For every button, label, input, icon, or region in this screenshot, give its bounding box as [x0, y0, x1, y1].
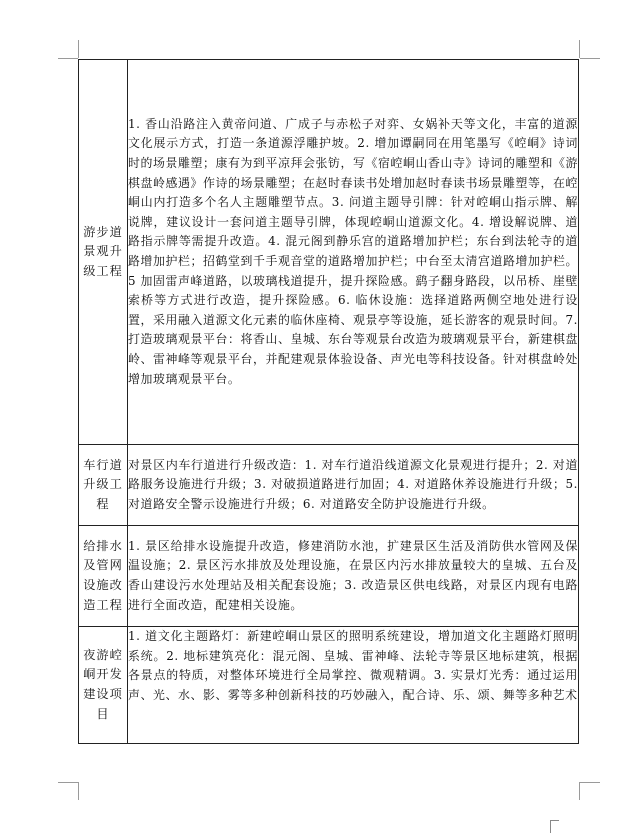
table-row	[79, 60, 579, 445]
crop-mark-bottom-left-horizontal	[58, 782, 78, 783]
page-corner-mark	[550, 820, 559, 833]
crop-mark-top-right-horizontal	[580, 58, 600, 59]
row-content: 1. 香山沿路注入黄帝问道、广成子与赤松子对弈、女娲补天等文化，丰富的道源文化展示方式，打造一条道源浮雕护坡。2. 增加谭嗣同在用笔墨写《崆峒》诗词时的场景雕塑；康有为到平凉拜会张钫，写《宿崆峒山香山寺》诗词的雕塑和《游棋盘岭感遇》作诗的场景雕塑；在赵时春读书处增加赵时春读书场景雕塑等，在崆峒山内打造多个名人主题雕塑节点。3. 问道主题导引牌：针对崆峒山指示牌、解说牌，建议设计一套问道主题导引牌，体现崆峒山道源文化。4. 增设解说牌、道路指示牌等需提升改造。4. 混元阁到静乐宫的道路增加护栏；东台到法轮寺的道路增加护栏；招鹤堂到千手观音堂的道路增加护栏；中台至太清宫道路增加护栏。5 加固雷声峰道路，以玻璃栈道提升，提升探险感。鹞子翻身路段，以吊桥、崖壁索桥等方式进行改造，提升探险感。6. 临休设施：选择道路两侧空地处进行设置，采用融入道源文化元素的临休座椅、观景亭等设施，延长游客的观景时间。7. 打造玻璃观景平台：将香山、皇城、东台等观景台改造为玻璃观景平台，新建棋盘岭、雷神峰等观景平台，并配建观景体验设备、声光电等科技设备。针对棋盘岭处增加玻璃观景平台。	[128, 60, 579, 445]
row-content-cell	[128, 627, 579, 744]
table-row	[79, 526, 579, 627]
row-content: 对景区内车行道进行升级改造：1. 对车行道沿线道源文化景观进行提升；2. 对道路服务设施进行升级；3. 对破损道路进行加固；4. 对道路休养设施进行升级；5. 对道路安全警示设施进行升级；6. 对道路安全防护设施进行升级。	[128, 445, 579, 526]
project-table	[78, 59, 579, 744]
crop-mark-bottom-left-vertical	[78, 782, 79, 800]
table-row	[79, 445, 579, 526]
row-content: 1. 道文化主题路灯：新建崆峒山景区的照明系统建设，增加道文化主题路灯照明系统。2. 地标建筑亮化：混元阁、皇城、雷神峰、法轮寺等景区地标建筑，根据各景点的特质，对整体环境进行全局掌控、微观精调。3. 实景灯光秀：通过运用声、光、水、影、雾等多种创新科技的巧妙融入，配合诗、乐、颂、舞等多种艺术	[128, 629, 578, 702]
table-row	[79, 627, 579, 744]
crop-mark-bottom-right-horizontal	[580, 782, 600, 783]
crop-mark-bottom-right-vertical	[579, 782, 580, 800]
row-label: 给排水及管网设施改造工程	[79, 526, 128, 627]
row-label: 夜游崆峒开发建设项目	[79, 627, 128, 744]
crop-mark-top-left-vertical	[78, 40, 79, 58]
row-label: 车行道升级工程	[79, 445, 128, 526]
row-content: 1. 景区给排水设施提升改造，修建消防水池，扩建景区生活及消防供水管网及保温设施；2. 景区污水排放及处理设施，在景区内污水排放量较大的皇城、五台及香山建设污水处理站及相关配套设施；3. 改造景区供电线路，对景区内现有电路进行全面改造，配建相关设施。	[128, 526, 579, 627]
crop-mark-top-right-vertical	[579, 40, 580, 58]
crop-mark-top-left-horizontal	[58, 58, 78, 59]
row-label: 游步道景观升级工程	[79, 60, 128, 445]
